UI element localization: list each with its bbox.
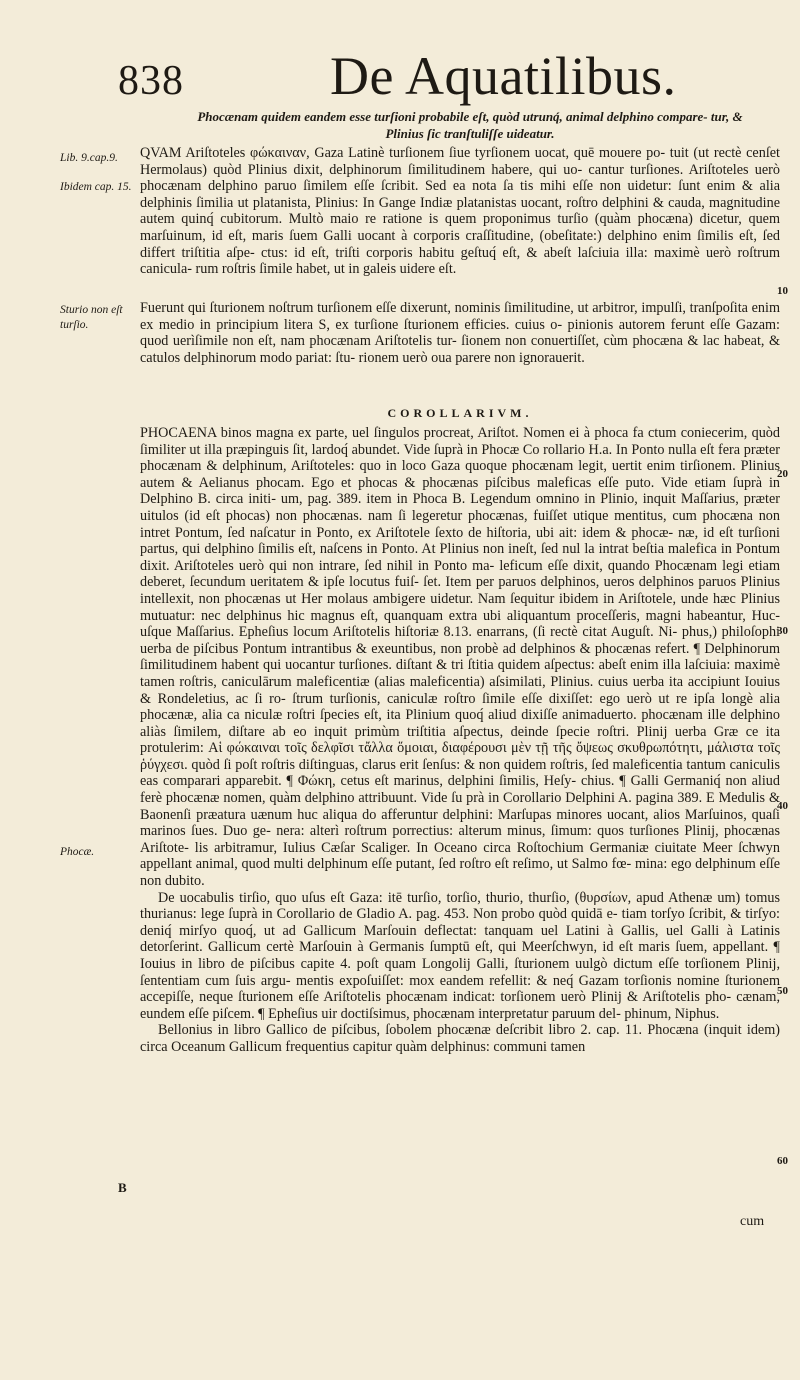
margin-note-sturio: Sturio non eſt turſio. <box>60 304 123 331</box>
page-number: 838 <box>118 58 184 104</box>
paragraph-turtio <box>140 145 780 278</box>
running-title: De Aquatilibus. <box>330 46 677 106</box>
corollarium-body <box>140 425 780 1056</box>
catchword: cum <box>740 1214 765 1229</box>
intro-heading: Phocænam quidem eandem esse turſioni probabile eſt, quòd utrunq́, animal delphino compare- tur, & Plinius ſic tranſtuliſſe uideatur. <box>197 109 743 141</box>
paragraph-text: PHOCAENA binos magna ex parte, uel ſingulos procreat, Ariſtot. Nomen ei à phoca fa ctum coniecerim, quòd ſimiliter ut illa præpinguis ſit, lardoq́ abundet. Vide ſuprà in Phocæ Co rollario H.a. In Ponto nulla eſt fera præter phocænam & delphinum, Ariſtoteles: quo in loco Gaza quoque phocænam legit, uertit enim tirſionem. Plinius autem & Aelianus phocam. Ego et phocas & phocænas piſcibus maleficas eſſe puto. Vide etiam ſuprà in Delphino B. circa initi- um, pag. 389. item in Phoca B. Legendum omnino in Plinio, inquit Maſſarius, præter uitulos (id eſt phocas) non phocænas. nam ſi legeretur phocænas, fuiſſet utique mentitus, cum phocæna non intret Pontum, ſed naſcatur in Ponto, ex Ariſtotele ſexto de hiſtoria, ubi ait: idem & phocæ- næ, id eſt turſioni partus, qui delphino ſimilis eſt, naſcens in Ponto. At Plinius non ineſt, ſed nul la intrat beſtia malefica in Pontum dixit. Ariſtoteles uerò qui non intrare, ſed nihil in Ponto ma- leficum eſſe dixit, quando Phocænam legi etiam deberet, ſecundum ueritatem & ipſe locutus fuiſ- ſet. Item per paruos delphinos, ueros delphinos paruos Plinius intellexit, non phocænas ut Her molaus ambigere uidetur. Nam ſequitur ibidem in Ariſtotele, unde hæc Plinius mutuatur: nec delphinus hic magnus eſt, quanquam extra ubi aliquantum proceſſeris, magni habeantur, Huc- uſque Maſſarius. Epheſius locum Ariſtotelis hiſtoriæ 8.13. enarrans, (ſi rectè citat Auguſt. Ni- phus,) philoſophi uerba de piſcibus Pontum intrantibus & exeuntibus, non probè ad delphinos & phocænas refert. ¶ Delphinorum ſimilitudinem habent qui uocantur turſiones. diſtant & tri ſtitia quidem aſpectus: abeſt enim illa laſciuia: maximè tamen roſtris, caniculārum maleficentiæ (alias maleficentia) aſsimilati, Plinius. cuius uerba ita accipiunt Iouius & Rondeletius, ac ſi ro- ſtrum turſionis, caniculæ roſtro ſimile eſſe dixiſſet: ego uerò ut re ipſa longè alia phocænæ, alia ca niculæ roſtri ſpecies eſt, ita Plinium quoq́ aliud dixiſſe animaduerto. phocænam ille delphino aliàs ſimilem, diſtare ab eo inquit primùm triſtitia aſpectus, deinde ſpecie roſtri. Plinij uerba Græ ce ita protulerim: Αἱ φώκαιναι τοῖς δελφῖσι τἄλλα ὅμοιαι, διαφέρουσι μὲν τῇ τῆς ὄψεως σκυθρωπότητι, μάλιστα τοῖς ῥύγχεσι. quòd ſi poſt roſtris diſtinguas, clarus erit ſenſus: & non quidem roſtris, ſed maleficentia tantum caniculis eas comparari apparebit. ¶ Φώκη, cetus eſt marinus, delphini ſimilis, Heſy- chius. ¶ Galli Germaniq́ non aliud ferè phocænæ nomen, quàm delphino attribuunt. Vide ſu prà in Corollario Delphini A. pagina 389. E Medulis & Baonenſi præatura uænum huc aliqua do afferuntur delphini: Marſupas minores uocant, alios Marſuinos, quaſi marinos ſues. Duo ge- nera: alterì roſtrum porrectius: alterum minus, ſimum: quos turſiones Plinij, phocænas Ariſtote- lis arbitramur, Iulius Cæſar Scaliger. In Oceano circa Roſtochium Germaniæ ciuitate Meer ſchwyn appellant animal, quod multi delphinum eſſe putant, ſed roſtro eſt reſimo, ut Salmo fœ- mina: ego delphinum eſſe non dubito. <box>140 425 780 890</box>
section-letter-marker: B <box>118 1180 127 1195</box>
paragraph-text: De uocabulis tirſio, quo uſus eſt Gaza: itē turſio, torſio, thurio, thurſio, (θυρσίων, apud Athenæ um) tomus thurianus: lege ſuprà in Corollario de Gladio A. pag. 453. Non probo quòd quidā e- tiam torſyo ſcribit, & tirſyo: deniq́ mirſyo quoq́, ut ad Gallicum Marſouin deflectat: tanquam uel Latini à Gallis, uel Galli à Latinis detorſerint. Gallicum certè Marſouin à Germanis ſumptū eſt, qui Meerſchwyn, id eſt maris ſuem, appellant. ¶ Iouius in libro de piſcibus capite 4. poſt quam Longolij Galli, ſturionem uulgò dictum eſſe torſionem Plinij, ſententiam cum ſuis argu- mentis expoſuiſſet: mox eandem refellit: & neq́ Gazam torſionis nomine ſturionem accepiſſe, neque ſturionem eſſe Ariſtotelis phocænam indicat: torſionem uerò Plinij & Ariſtotelis pho- cænam, eundem eſſe piſcem. ¶ Epheſius uir doctiſsimus, phocænam interpretatur paruum del- phinum, Niphus. <box>140 889 780 1022</box>
line-number-marker: 30 <box>777 625 788 637</box>
line-number-marker: 10 <box>777 285 788 297</box>
paragraph-text: Fuerunt qui ſturionem noſtrum turſionem eſſe dixerunt, nominis ſimilitudine, ut arbitror, impulſi, tranſpoſita enim ex medio in principium litera S, ex turſione ſturionem efficies. cuius o- pinionis autorem ferunt eſſe Gazam: quod uerìſimile non eſt, nam phocænam Ariſtotelis tur- ſionem non conuertiſſet, cùm phocæna & lac habeat, & catulos delphinorum modo pariat: ſtu- rionem uerò oua parere non ignorauerit. <box>140 300 780 366</box>
margin-note-ibidem: Ibidem cap. 15. <box>60 181 132 193</box>
margin-note-phocae: Phocæ. <box>60 846 95 858</box>
section-heading-corollarium: COROLLARIVM. <box>387 406 533 420</box>
line-number-marker: 40 <box>777 800 788 812</box>
line-number-marker: 50 <box>777 985 788 997</box>
line-number-marker: 60 <box>777 1155 788 1167</box>
paragraph-text: QVAM Ariſtoteles φώκαιναν, Gaza Latinè turſionem ſiue tyrſionem uocat, quē mouere po- tuit (ut rectè cenſet Hermolaus) quòd Plinius dixit, delphinorum ſimilitudinem habere, qui uo- cantur turſiones. Ariſtoteles uerò phocænam delphino paruo ſimilem eſſe ſcribit. Sed ea nota ſa tis mihi eſſe non uidetur: ſunt enim & alia delphinis ſimilia ut platanista, Plinius: In Gange Indiæ platanistas uocant, roſtro delphini & cauda, magnitudine autem quinq́ cubitorum. Multò maio re ratione is quem proponimus turſio (quàm phocæna) dicetur, quem marſuinum, id eſt, maris ſuem Galli uocant à corporis craſſitudine, (obeſitate:) delphino enim ſimilis eſt, ſed differt triſtitia aſpe- ctus: id eſt, triſti corporis habitu geſtuq́ eſt, & abeſt laſciuia illa: maximè uerò roſtrum canicula- rum roſtris ſimile habet, ut in galeis uidere eſt. <box>140 145 780 278</box>
paragraph-text: Bellonius in libro Gallico de piſcibus, ſobolem phocænæ deſcribit libro 2. cap. 11. Phocæna (inquit idem) circa Oceanum Gallicum frequentius capitur quàm delphinus: communi tamen <box>140 1022 780 1055</box>
line-number-marker: 20 <box>777 468 788 480</box>
margin-note-lib-9: Lib. 9.cap.9. <box>60 152 118 164</box>
paragraph-sturio <box>140 300 780 366</box>
